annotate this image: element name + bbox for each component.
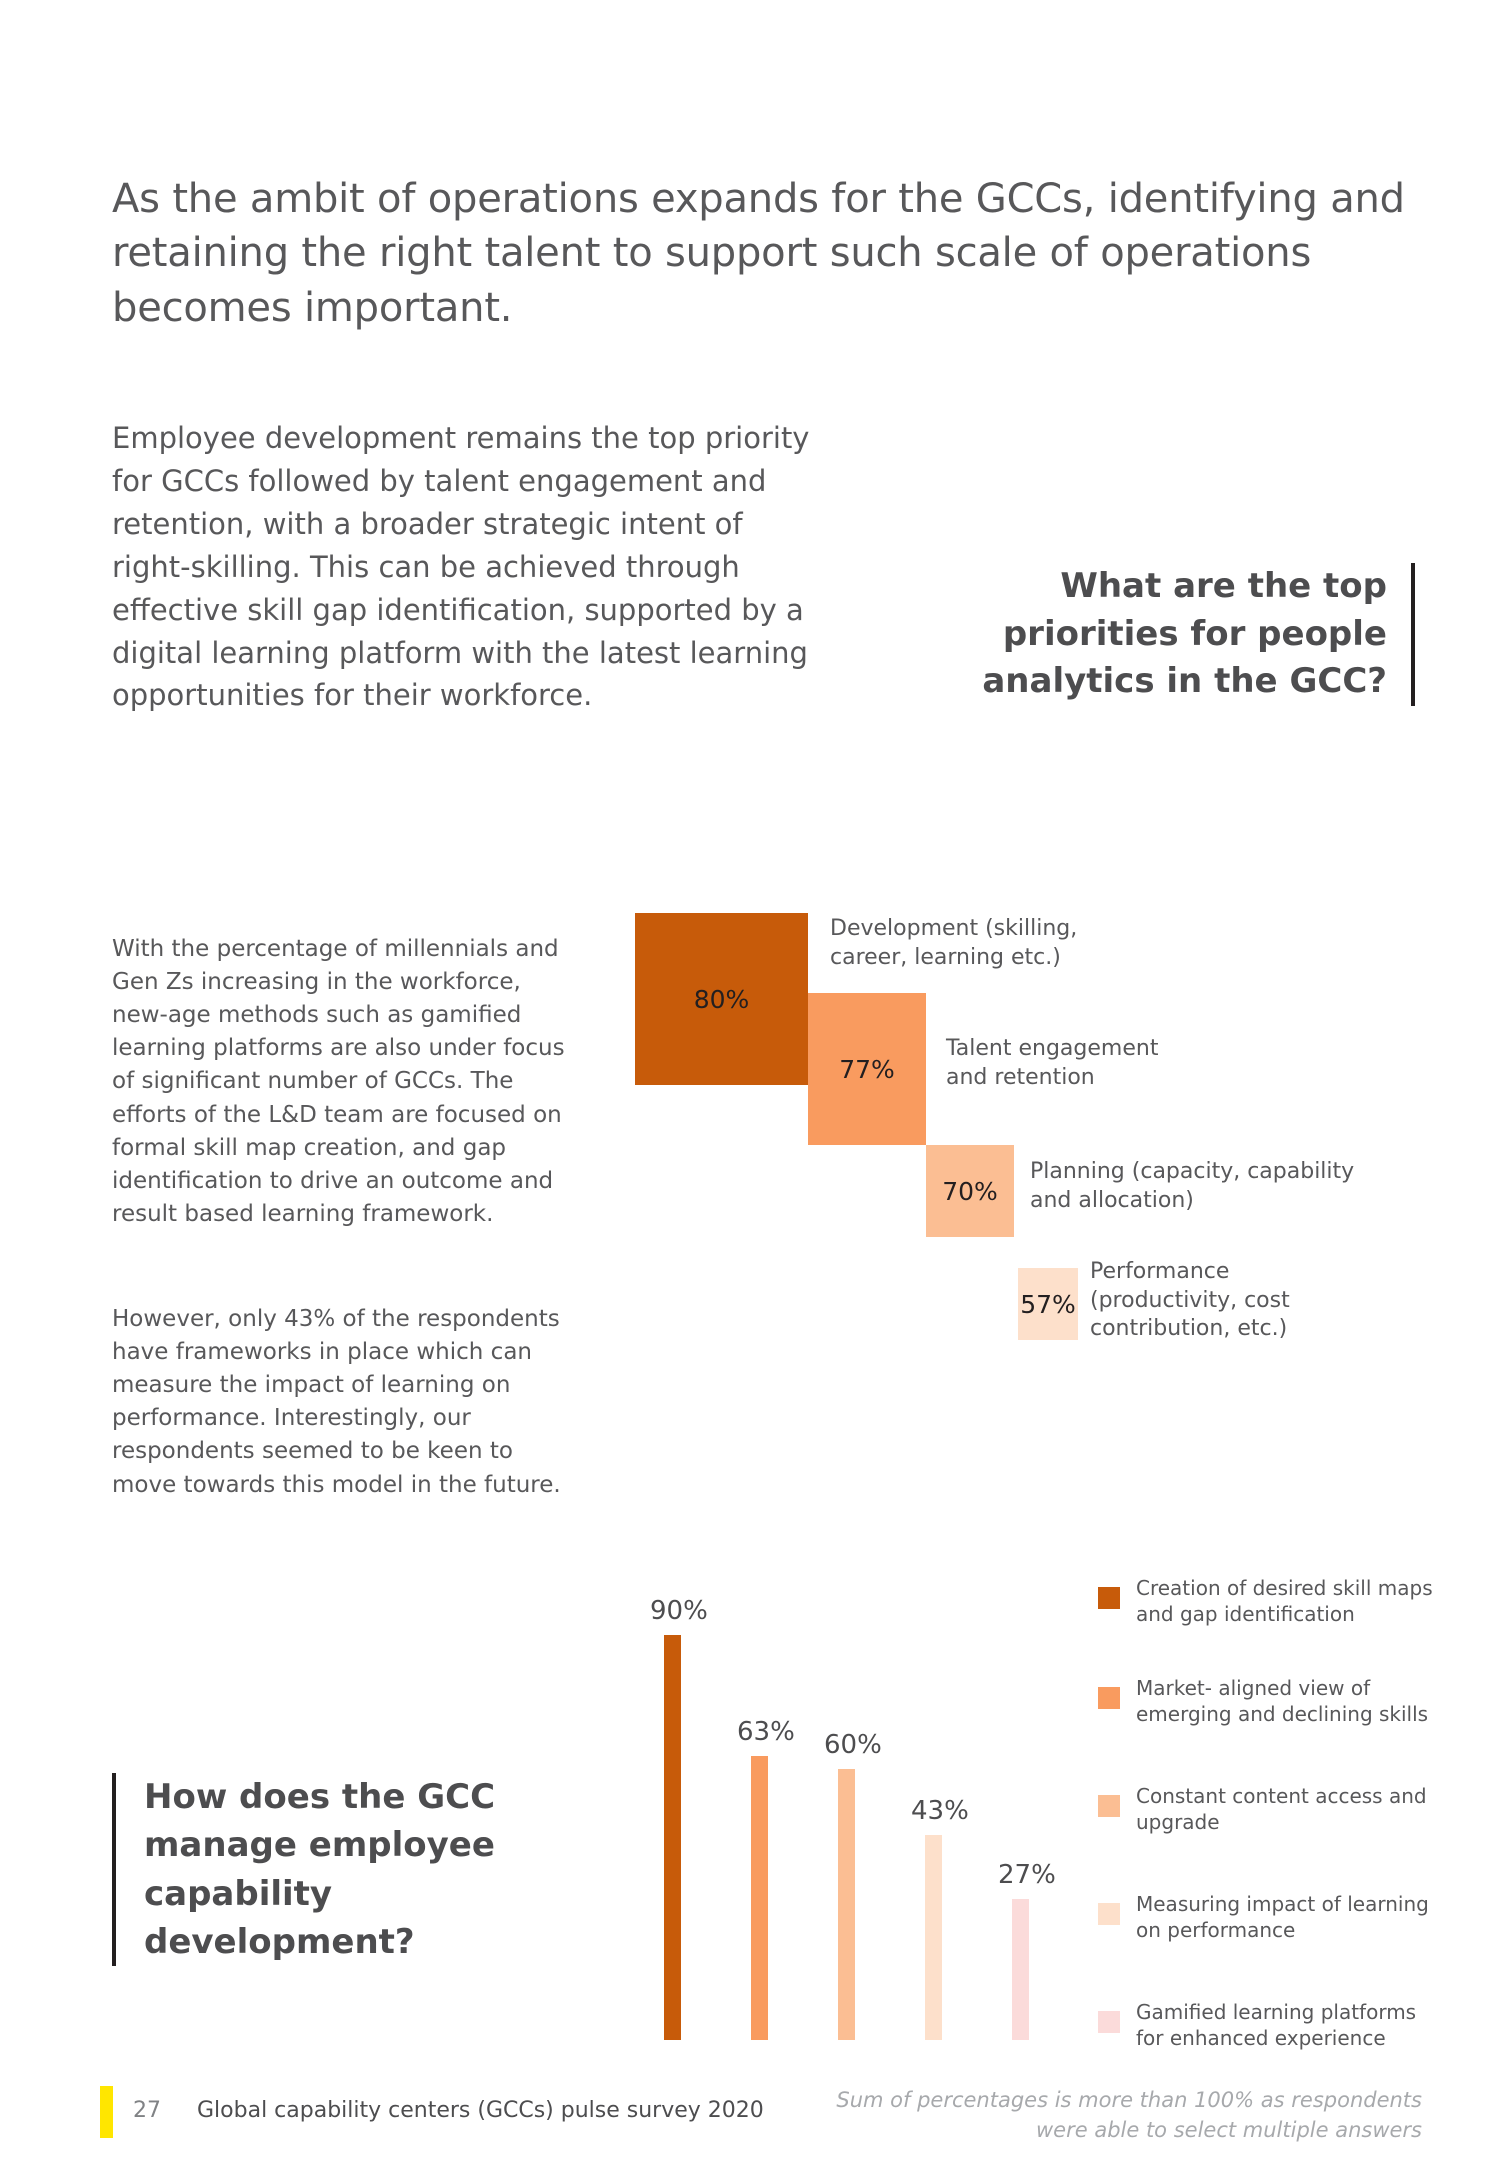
- footer-footnote: Sum of percentages is more than 100% as respondents were able to select multiple answers: [836, 2088, 1422, 2142]
- legend-item-5: [1098, 1999, 1448, 2052]
- bar-rect-4: [925, 1835, 942, 2040]
- question-heading-people-analytics: What are the top priorities for people analytics in the GCC?: [885, 563, 1415, 706]
- bar-rect-5: [1012, 1899, 1029, 2040]
- legend-item-3: [1098, 1783, 1448, 1836]
- bar-column-1: [650, 1540, 744, 2040]
- question-heading-capability-development: How does the GCC manage employee capability development?: [112, 1773, 572, 1966]
- intro-paragraph: Employee development remains the top priority for GCCs followed by talent engagement and retention, with a broader strategic intent of right-skilling. This can be achieved through effective skill gap identification, supported by a digital learning platform with the latest learning opportunities for their workforce.: [112, 421, 810, 713]
- bar-value-5: 27%: [998, 1860, 1056, 1890]
- legend-swatch-2: [1098, 1687, 1120, 1709]
- body-paragraph-millennials: With the percentage of millennials and Gen Zs increasing in the workforce, new-age methods such as gamified learning platforms are also under focus of significant number of GCCs. The efforts of the L&D team are focused on formal skill map creation, and gap identification to drive an outcome and result based learning framework.: [112, 936, 565, 1227]
- bar-rect-1: [664, 1635, 681, 2040]
- staircase-box-development: [635, 913, 808, 1085]
- footer-accent-bar: [100, 2086, 113, 2138]
- staircase-value-performance: 57%: [1020, 1289, 1076, 1319]
- bar-column-2: [737, 1540, 831, 2040]
- staircase-label-development: Development (skilling, career, learning etc.): [830, 916, 1078, 970]
- staircase-label-performance: Performance (productivity, cost contribution, etc.): [1090, 1259, 1290, 1342]
- staircase-box-planning: [926, 1145, 1014, 1237]
- footer-document-title: Global capability centers (GCCs) pulse survey 2020: [197, 2098, 764, 2123]
- legend-label-5: Gamified learning platforms for enhanced experience: [1136, 2000, 1417, 2051]
- legend-swatch-1: [1098, 1587, 1120, 1609]
- page-headline: As the ambit of operations expands for the GCCs, identifying and retaining the right talent to support such scale of operations becomes important.: [112, 175, 1405, 331]
- legend-item-2: [1098, 1675, 1448, 1728]
- bar-rect-2: [751, 1756, 768, 2040]
- legend-item-1: [1098, 1575, 1448, 1628]
- footer-page-number: 27: [133, 2098, 161, 2123]
- bar-column-4: [911, 1540, 1005, 2040]
- staircase-box-performance: [1018, 1268, 1078, 1340]
- bar-value-3: 60%: [824, 1730, 882, 1760]
- bar-value-4: 43%: [911, 1796, 969, 1826]
- legend-label-4: Measuring impact of learning on performance: [1136, 1892, 1429, 1943]
- legend-swatch-4: [1098, 1903, 1120, 1925]
- legend-swatch-3: [1098, 1795, 1120, 1817]
- legend-label-1: Creation of desired skill maps and gap identification: [1136, 1576, 1433, 1627]
- staircase-value-talent-engagement: 77%: [839, 1054, 895, 1084]
- staircase-box-talent-engagement: [808, 993, 926, 1145]
- bar-chart-capability-development: [640, 1540, 1060, 2040]
- legend-label-2: Market- aligned view of emerging and declining skills: [1136, 1676, 1429, 1727]
- bar-rect-3: [838, 1769, 855, 2040]
- bar-value-2: 63%: [737, 1717, 795, 1747]
- legend-label-3: Constant content access and upgrade: [1136, 1784, 1427, 1835]
- bar-column-5: [998, 1540, 1092, 2040]
- staircase-chart-people-analytics: [630, 905, 1450, 1405]
- bar-column-3: [824, 1540, 918, 2040]
- bar-value-1: 90%: [650, 1596, 708, 1626]
- legend-item-4: [1098, 1891, 1448, 1944]
- staircase-value-planning: 70%: [942, 1176, 998, 1206]
- staircase-label-talent-engagement: Talent engagement and retention: [946, 1036, 1159, 1090]
- body-paragraph-frameworks: However, only 43% of the respondents have frameworks in place which can measure the impact of learning on performance. Interestingly, our respondents seemed to be keen to move towards this model in the future.: [112, 1306, 561, 1498]
- staircase-label-planning: Planning (capacity, capability and allocation): [1030, 1159, 1355, 1213]
- legend-swatch-5: [1098, 2011, 1120, 2033]
- staircase-value-development: 80%: [693, 984, 750, 1014]
